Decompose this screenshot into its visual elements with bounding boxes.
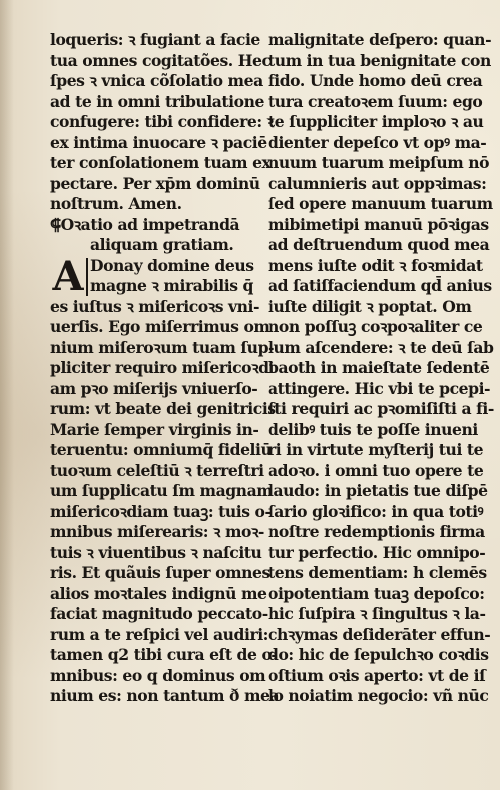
text-line: tens dementiam: h clemēs [268, 563, 487, 582]
text-line: tuis ꝛ viuentibus ꝛ naſcitu [50, 542, 262, 562]
text-line: tamen q2 tibi cura eſt de o- [50, 645, 278, 664]
text-line: delibꝰ tuis te poſſe inueni [268, 419, 478, 439]
text-line: loqueris: ꝛ fugiant a facie [50, 30, 260, 49]
text-line: ri in virtute myſterij tui te [268, 440, 484, 459]
text-line: tum in tua benignitate con [268, 50, 491, 70]
text-line: faciat magnitudo peccato- [50, 604, 268, 623]
text-line: uerſis. Ego miſerrimus om [50, 317, 270, 336]
text-line: mens iuſte odit ꝛ foꝛmidat [268, 255, 483, 275]
text-line: pectare. Per xp̄m dominū [50, 173, 260, 193]
text-line: pliciter requiro miſericoꝛdi [50, 358, 274, 377]
prayer-heading: ⸿Oꝛatio ad impetrandā [50, 214, 240, 234]
text-line: ris. Et quãuis ſuper omnes [50, 563, 270, 582]
text-line: lo noiatim negocio: vñ nūc [268, 686, 489, 705]
text-line: malignitate deſpero: quan- [268, 30, 492, 49]
drop-cap-initial: A [50, 258, 88, 296]
text-line: noſtre redemptionis firma [268, 522, 485, 541]
text-line: adoꝛo. i omni tuo opere te [268, 460, 484, 480]
text-line: es iuſtus ꝛ miſericoꝛs vni- [50, 296, 259, 316]
text-line: ad ſatiſfaciendum qd̄ anius [268, 276, 492, 295]
text-line: mnibus miſerearis: ꝛ moꝛ- [50, 522, 264, 541]
text-line: ſti requiri ac pꝛomiſiſti a fi- [268, 399, 494, 418]
text-line: hic ſuſpira ꝛ ſingultus ꝛ la- [268, 604, 486, 623]
text-line: Marie ſemper virginis in- [50, 419, 259, 439]
text-line: alios moꝛtales indignū me [50, 583, 267, 603]
right-text-column [268, 30, 494, 707]
text-line: te ſuppliciter imploꝛo ꝛ au [268, 112, 484, 131]
text-line: teruentu: omniumq̄ fideliū [50, 440, 272, 459]
text-line: Donay domine deus [90, 255, 254, 275]
text-line: ſario gloꝛifico: in qua totiꝰ [268, 501, 484, 521]
text-line: baoth in maieſtate ſedentē [268, 358, 490, 377]
text-line: nuum tuarum meipſum nō [268, 153, 490, 172]
text-line: rum a te reſpici vel audiri: [50, 624, 268, 644]
prayer-heading-continued: aliquam gratiam. [90, 235, 234, 254]
text-line: calumnieris aut oppꝛimas: [268, 173, 487, 193]
text-line: rum: vt beate dei genitricis [50, 399, 276, 418]
text-line: noſtrum. Amen. [50, 194, 182, 213]
text-line: iuſte diligit ꝛ poptat. Om [268, 296, 472, 316]
text-line: fido. Unde homo deū crea [268, 71, 483, 90]
text-line: nium es: non tantum ð mea [50, 686, 280, 705]
text-line: ter conſolationem tuam ex [50, 153, 271, 172]
text-line: um ſupplicatu ſm magnam [50, 481, 273, 500]
text-line: do: hic de ſepulchꝛo coꝛdis [268, 645, 489, 664]
text-line: ſpes ꝛ vnica cõſolatio mea [50, 71, 263, 90]
text-line: confugere: tibi confidere: ꝛ [50, 112, 274, 131]
text-line: ex intima inuocare ꝛ paciē [50, 132, 267, 152]
text-line: non poſſuꝫ coꝛpoꝛaliter ce [268, 317, 483, 336]
text-line: miſericoꝛdiam tuaꝫ: tuis o- [50, 501, 271, 521]
text-line: magne ꝛ mirabilis q̄ [90, 276, 253, 295]
text-line: tur perfectio. Hic omnipo- [268, 542, 486, 562]
text-line: nium miſeroꝛum tuam ſup- [50, 337, 275, 357]
text-line: chꝛymas deſiderāter effun- [268, 624, 491, 644]
text-line: dienter depeſco vt opꝰ ma- [268, 132, 487, 152]
page-gutter-shadow [0, 0, 14, 790]
text-line: ad deſtruendum quod mea [268, 235, 490, 254]
text-line: mnibus: eo q dominus om [50, 665, 266, 685]
text-line: oſtium oꝛis aperto: vt de iſ [268, 665, 486, 685]
text-line: tuoꝛum celeſtiū ꝛ terreſtri [50, 460, 264, 480]
text-line: tua omnes cogitatões. Hec [50, 50, 271, 70]
text-line: ſed opere manuum tuarum [268, 194, 493, 213]
text-line: attingere. Hic vbi te pcepi- [268, 378, 491, 398]
text-line: ad te in omni tribulatione [50, 91, 264, 111]
text-line: laudo: in pietatis tue diſpē [268, 481, 488, 500]
text-line: mibimetipi manuū pōꝛigas [268, 214, 489, 234]
text-line: tura creatoꝛem ſuum: ego [268, 91, 483, 111]
text-line: am pꝛo miſerijs vniuerſo- [50, 378, 258, 398]
text-line: lum aſcendere: ꝛ te deū ſab [268, 337, 494, 357]
text-line: oipotentiam tuaꝫ depoſco: [268, 583, 485, 603]
left-text-column [50, 30, 280, 707]
